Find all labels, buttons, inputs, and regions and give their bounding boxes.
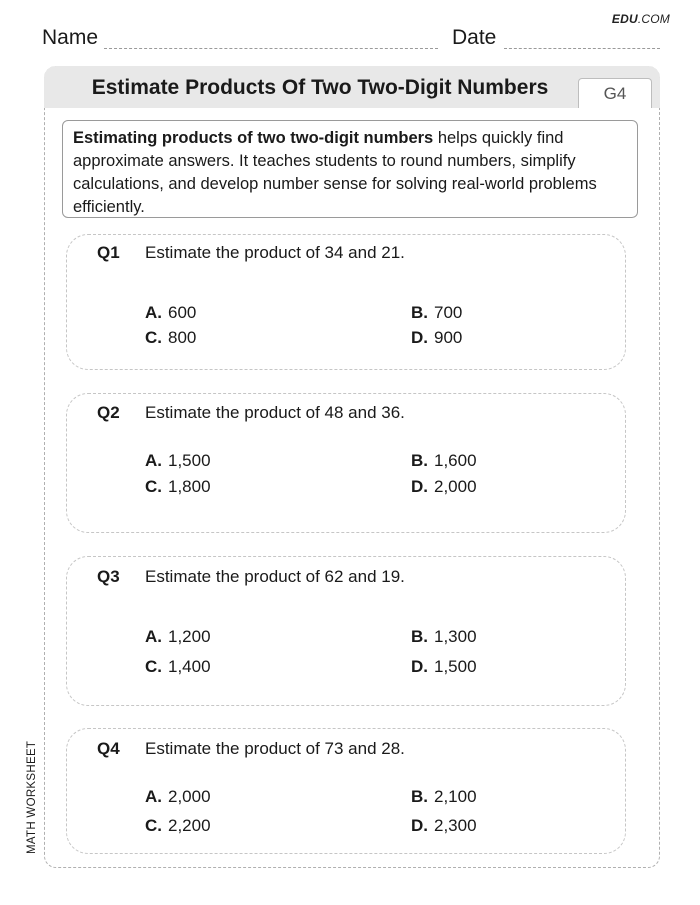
option-a[interactable] (145, 787, 211, 807)
option-b[interactable] (411, 303, 462, 323)
option-d[interactable] (411, 816, 477, 836)
option-letter: A. (145, 451, 162, 470)
option-letter: D. (411, 477, 428, 496)
name-label: Name (42, 26, 99, 49)
option-value: 1,800 (168, 477, 211, 496)
option-a[interactable] (145, 451, 211, 471)
option-b[interactable] (411, 787, 477, 807)
option-c[interactable] (145, 328, 196, 348)
option-value: 2,200 (168, 816, 211, 835)
option-c[interactable] (145, 477, 211, 497)
option-d[interactable] (411, 477, 477, 497)
option-value: 600 (168, 303, 197, 322)
name-date-row (42, 26, 660, 56)
option-letter: B. (411, 451, 428, 470)
option-letter: D. (411, 657, 428, 676)
worksheet-title: Estimate Products Of Two Two-Digit Numbers (91, 76, 549, 99)
option-c[interactable] (145, 657, 211, 677)
option-c[interactable] (145, 816, 211, 836)
option-letter: A. (145, 627, 162, 646)
option-value: 2,000 (434, 477, 477, 496)
option-value: 900 (434, 328, 463, 347)
option-letter: D. (411, 816, 428, 835)
brand-logo-bold: EDU (611, 12, 638, 26)
option-b[interactable] (411, 627, 477, 647)
option-value: 2,300 (434, 816, 477, 835)
option-value: 1,500 (434, 657, 477, 676)
option-value: 2,100 (434, 787, 477, 806)
option-value: 2,000 (168, 787, 211, 806)
option-letter: A. (145, 303, 162, 322)
question-number: Q4 (97, 739, 120, 758)
option-letter: D. (411, 328, 428, 347)
question-number: Q3 (97, 567, 120, 586)
option-a[interactable] (145, 303, 196, 323)
brand-logo (612, 12, 670, 26)
grade-badge: G4 (578, 78, 652, 108)
option-letter: B. (411, 787, 428, 806)
option-a[interactable] (145, 627, 211, 647)
option-letter: C. (145, 816, 162, 835)
question-text: Estimate the product of 48 and 36. (145, 403, 405, 422)
side-label: MATH WORKSHEET (26, 740, 38, 854)
question-text: Estimate the product of 62 and 19. (145, 567, 405, 586)
option-value: 1,400 (168, 657, 211, 676)
intro-box (62, 120, 638, 218)
option-letter: C. (145, 477, 162, 496)
option-letter: C. (145, 657, 162, 676)
question-number: Q1 (97, 243, 120, 262)
option-value: 1,200 (168, 627, 211, 646)
question-text: Estimate the product of 34 and 21. (145, 243, 405, 262)
option-letter: B. (411, 303, 428, 322)
option-letter: C. (145, 328, 162, 347)
brand-logo-suffix: .COM (637, 12, 670, 26)
question-card (66, 556, 626, 706)
option-value: 800 (168, 328, 197, 347)
intro-text: helps quickly find approximate answers. It teaches students to round numbers, simplify calculations, and develop number sense for solving real-world problems efficiently. (73, 129, 597, 216)
option-d[interactable] (411, 657, 477, 677)
question-card (66, 728, 626, 854)
option-d[interactable] (411, 328, 462, 348)
option-b[interactable] (411, 451, 477, 471)
date-label: Date (452, 26, 497, 49)
question-text: Estimate the product of 73 and 28. (145, 739, 405, 758)
option-value: 1,500 (168, 451, 211, 470)
question-number: Q2 (97, 403, 120, 422)
question-card (66, 393, 626, 533)
option-value: 700 (434, 303, 463, 322)
option-letter: A. (145, 787, 162, 806)
option-value: 1,600 (434, 451, 477, 470)
date-field[interactable] (504, 48, 660, 49)
question-card (66, 234, 626, 370)
option-letter: B. (411, 627, 428, 646)
name-field[interactable] (104, 48, 438, 49)
intro-bold: Estimating products of two two-digit numbers (73, 129, 434, 147)
option-value: 1,300 (434, 627, 477, 646)
